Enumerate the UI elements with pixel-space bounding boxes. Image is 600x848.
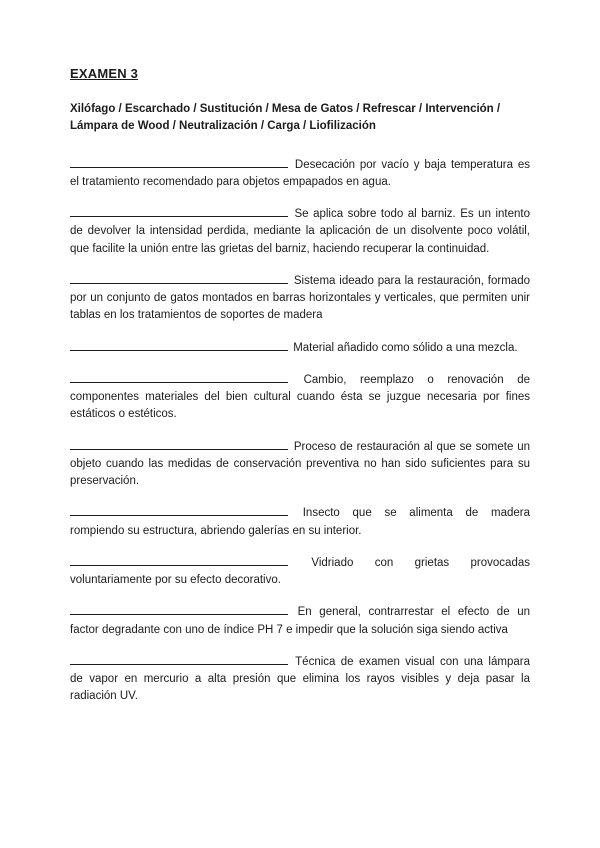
answer-blank: [70, 371, 288, 383]
question-definition: Vidriado con grietas provocadas voluntariamente por su efecto decorativo.: [70, 556, 530, 586]
answer-blank: [70, 653, 288, 665]
question-definition: Cambio, reemplazo o renovación de componentes materiales del bien cultural cuando ésta se juzgue necesaria por fines estáticos o estéticos.: [70, 373, 530, 421]
question-definition: Proceso de restauración al que se somete un objeto cuando las medidas de conservación preventiva no han sido suficientes para su preservación.: [70, 440, 530, 487]
question-definition: Sistema ideado para la restauración, formado por un conjunto de gatos montados en barras horizontales y verticales, que permiten unir tablas en los tratamientos de soportes de madera: [70, 274, 530, 322]
question-definition: Se aplica sobre todo al barniz. Es un intento de devolver la intensidad perdida, mediante la aplicación de un disolvente poco volátil, que facilite la unión entre las grietas del barniz, haciendo recuperar la continuidad.: [70, 208, 531, 255]
page-title: EXAMEN 3: [70, 66, 139, 81]
question-item: [70, 554, 530, 590]
question-item: [70, 156, 530, 192]
answer-blank: [70, 603, 288, 615]
answer-blank: [70, 156, 288, 168]
answer-blank: [70, 339, 288, 351]
answer-blank: [70, 504, 288, 516]
question-definition: Insecto que se alimenta de madera rompiendo su estructura, abriendo galerías en su interior.: [70, 507, 531, 537]
answer-blank: [70, 554, 288, 566]
question-item: [70, 205, 530, 258]
answer-blank: [70, 205, 288, 217]
question-item: [70, 272, 530, 325]
question-item: [70, 438, 530, 491]
answer-blank: [70, 272, 288, 284]
question-item: [70, 339, 530, 357]
question-definition: Material añadido como sólido a una mezcla.: [293, 341, 518, 354]
question-item: [70, 371, 530, 424]
answer-blank: [70, 438, 288, 450]
question-definition: Técnica de examen visual con una lámpara de vapor en mercurio a alta presión que elimina los rayos visibles y deja pasar la radiación UV.: [70, 655, 530, 703]
question-definition: En general, contrarrestar el efecto de un factor degradante con uno de índice PH 7 e impedir que la solución siga siendo activa: [70, 606, 530, 636]
word-bank: Xilófago / Escarchado / Sustitución / Mesa de Gatos / Refrescar / Intervención / Lámpara de Wood / Neutralización / Carga / Liofilización: [70, 103, 501, 133]
question-item: [70, 504, 530, 540]
question-item: [70, 653, 530, 706]
question-definition: Desecación por vacío y baja temperatura es el tratamiento recomendado para objetos empapados en agua.: [70, 158, 530, 188]
question-item: [70, 603, 530, 639]
